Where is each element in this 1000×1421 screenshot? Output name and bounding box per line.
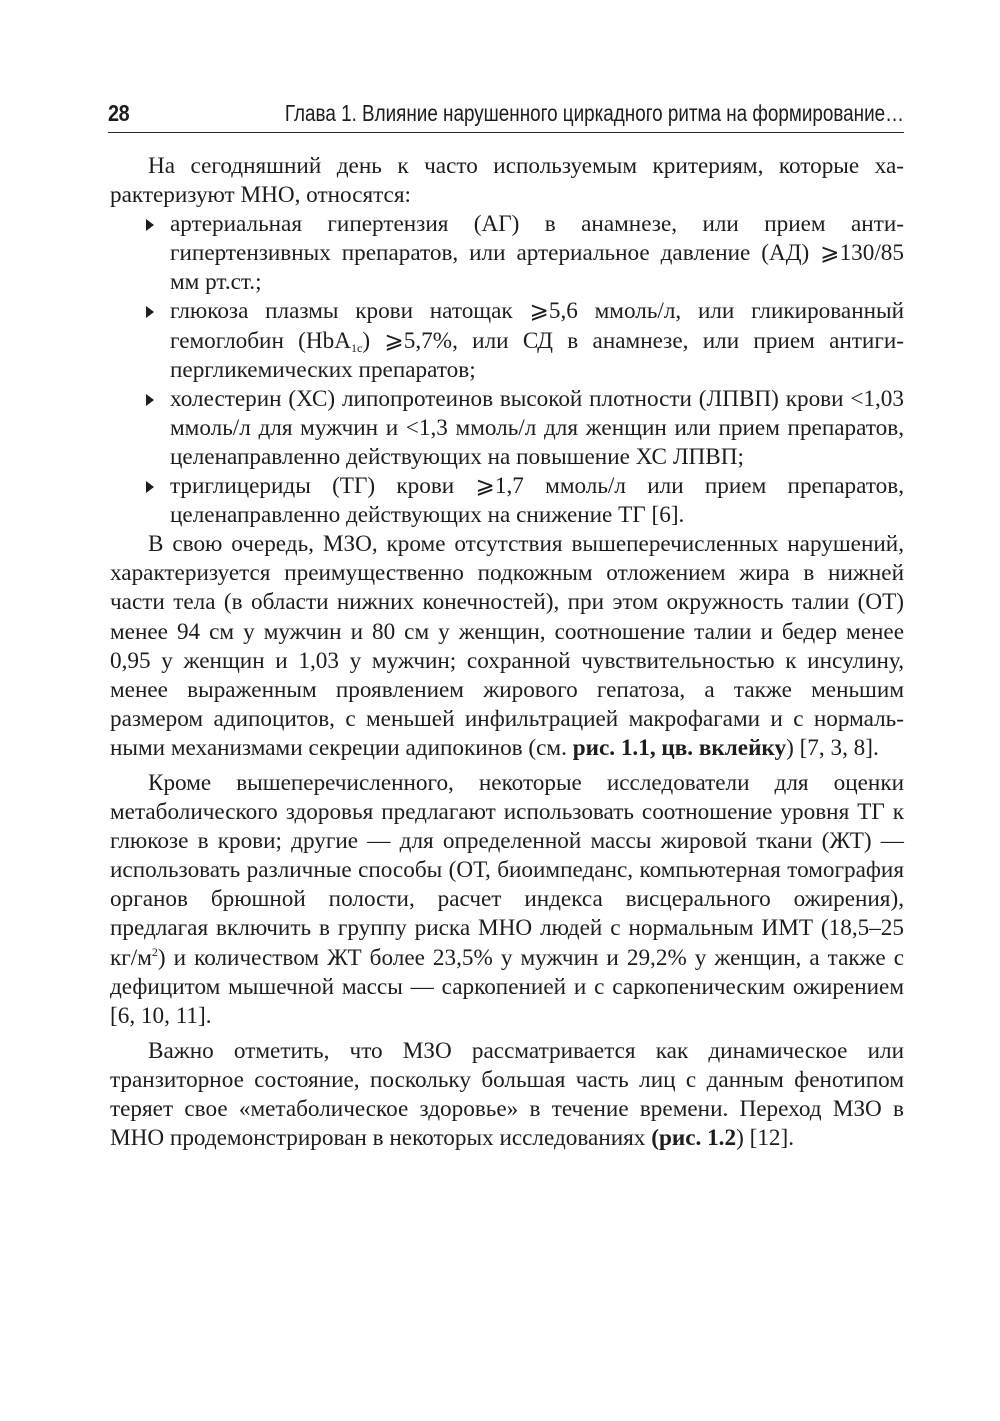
paragraph-text: Важно отметить, что МЗО рассматривается как динамическое или транзиторное состояние, поскольку большая часть лиц с данным фенотипом теряет свое «метаболическое здоровье» в течение времени. Переход МЗО в МНО продемонстрирован в некоторых исследованиях [110,1037,904,1152]
figure-reference: рис. 1.1, цв. вклейку [572,734,787,761]
header-rule [108,132,904,133]
paragraph-text: ) и количеством ЖТ более 23,5% у мужчин и 29,2% у женщин, а также с дефицитом мышечной массы — саркопенией и с саркопеническим ожирением [6, 10, 11]. [110,944,904,1029]
superscript: 2 [151,944,158,959]
body-text [110,152,904,1153]
paragraph-mzo [110,530,904,763]
triangle-bullet-icon [146,394,154,406]
subscript: 1c [350,340,363,355]
page-number: 28 [108,100,130,126]
criteria-item-text: ) ⩾5,7%, или СД в анамнезе, или прием антигипергликемических препаратов; [170,327,904,383]
triangle-bullet-icon [146,306,154,318]
criteria-item-text: триглицериды (ТГ) крови ⩾1,7 ммоль/л или прием препаратов, целенаправленно действующих на снижение ТГ [6]. [170,473,904,529]
paragraph-text: ) [7, 3, 8]. [786,734,879,761]
paragraph-text: Кроме вышеперечисленного, некоторые исследователи для оценки метаболического здоровья предлагают использовать соотношение уровня ТГ к глюкозе в крови; другие — для определенной массы жировой ткани (ЖТ) — использовать различные способы (ОТ, биоимпеданс, компьютерная томография органов брюшной полости, расчет индекса висцерального ожирения), предлагая включить в группу риска МНО людей с нормальным ИМТ (18,5–25 кг/м [110,769,904,971]
figure-reference: рис. 1.2 [658,1125,737,1152]
running-head: Глава 1. Влияние нарушенного циркадного ритма на формирование… [284,100,904,126]
intro-paragraph: На сегодняшний день к часто используемым критериям, которые характеризуют МНО, относятся: [110,153,904,209]
paragraph-transition [110,1037,904,1153]
paragraph-assessment [110,769,904,1031]
criteria-item [170,210,904,297]
paragraph-text: ) [12]. [736,1125,795,1152]
criteria-item [170,297,904,384]
criteria-list [110,210,904,530]
criteria-item-text: артериальная гипертензия (АГ) в анамнезе, или прием антигипертензивных препаратов, или артериальное давление (АД) ⩾130/85 мм рт.ст.; [170,211,904,296]
criteria-item [170,472,904,530]
paren-open: ( [651,1125,659,1152]
triangle-bullet-icon [146,219,154,231]
paragraph-text: В свою очередь, МЗО, кроме отсутствия вышеперечисленных нарушений, характеризуется преимущественно подкожным отложением жира в нижней части тела (в области нижних конечностей), при этом окружность талии (ОТ) менее 94 см у мужчин и 80 см у женщин, соотношение талии и бедер менее 0,95 у женщин и 1,03 у мужчин; сохранной чувствительностью к инсулину, менее выраженным проявлением жирового гепатоза, а также меньшим размером адипоцитов, с меньшей инфильтрацией макрофагами и с нормальными механизмами секреции адипокинов (см. [110,531,904,761]
criteria-item [170,385,904,472]
page-header [108,100,904,136]
triangle-bullet-icon [146,481,154,493]
criteria-item-text: холестерин (ХС) липопротеинов высокой плотности (ЛПВП) крови <1,03 ммоль/л для мужчин и <1,3 ммоль/л для женщин или прием препаратов, целенаправленно действующих на повышение ХС ЛПВП; [170,385,904,470]
criteria-item-text: глюкоза плазмы крови натощак ⩾5,6 ммоль/л, или гликированный гемоглобин (HbA [170,298,904,354]
